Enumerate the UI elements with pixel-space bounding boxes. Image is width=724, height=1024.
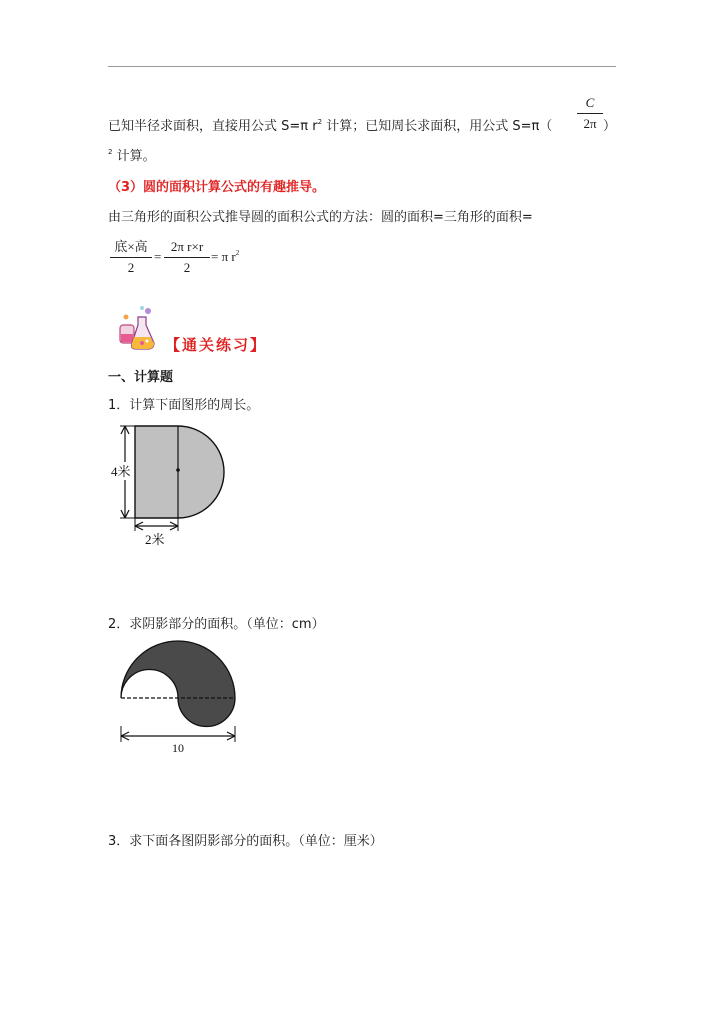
height-label: 4米 (111, 464, 131, 479)
fraction-denominator: 2 (127, 260, 135, 275)
header-rule (108, 66, 616, 67)
fraction-numerator: 底×高 (114, 239, 148, 254)
question-2: 2．求阴影部分的面积。（单位：cm） (108, 617, 325, 632)
q2-figure (112, 638, 244, 758)
fraction-numerator: 2π r×r (170, 239, 204, 254)
intro-text: 已知半径求面积，直接用公式 S=π r (108, 119, 318, 134)
fraction-numerator: C (585, 95, 595, 110)
intro-text-tail: 计算；已知周长求面积，用公式 S=π（ (322, 119, 553, 134)
exponent: 2 (235, 249, 240, 257)
exponent: 2 (108, 148, 113, 156)
fraction-base-height (110, 239, 152, 276)
intro-close-paren: ） (603, 119, 617, 134)
derivation-method: 由三角形的面积公式推导圆的面积公式的方法：圆的面积=三角形的面积= (108, 210, 533, 225)
question-3: 3．求下面各图阴影部分的面积。（单位：厘米） (108, 834, 383, 849)
fraction-2pi-r-r (164, 239, 210, 276)
intro-line-1 (108, 118, 552, 137)
section-heading: 一、计算题 (108, 370, 174, 385)
flask-badge-icon (118, 305, 158, 351)
intro-line-2 (108, 148, 156, 167)
formula-text: = π r (211, 249, 236, 264)
question-1: 1．计算下面图形的周长。 (108, 398, 260, 413)
derivation-heading: （3）圆的面积计算公式的有趣推导。 (108, 180, 326, 195)
fraction-denominator: 2 (183, 260, 191, 275)
width-label: 2米 (145, 532, 165, 547)
equals-sign: = (154, 249, 162, 264)
fraction-c-over-2pi (577, 95, 603, 132)
fraction-denominator: 2π (583, 116, 597, 131)
practice-title: 【通关练习】 (165, 336, 268, 354)
exponent: 2 (317, 118, 323, 126)
pi-r-squared (211, 248, 239, 268)
length-label: 10 (172, 741, 184, 755)
intro-text: 计算。 (112, 149, 156, 164)
q1-figure (108, 418, 233, 553)
